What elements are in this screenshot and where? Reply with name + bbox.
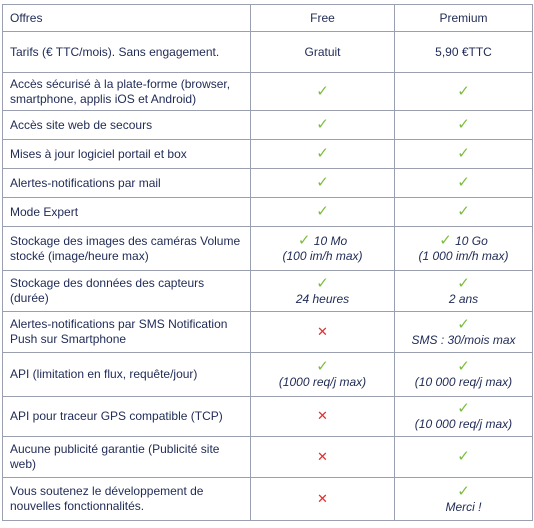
table-row <box>3 198 533 227</box>
table-header-row <box>3 5 533 32</box>
check-icon: ✓ <box>457 173 470 191</box>
table-row <box>3 271 533 312</box>
check-icon: ✓ <box>316 357 329 375</box>
free-cell <box>251 478 395 521</box>
premium-cell <box>395 353 533 397</box>
check-icon: ✓ <box>457 314 470 333</box>
row-label-sms-alerts: Alertes-notifications par SMS Notification Push sur Smartphone <box>3 312 251 353</box>
table-row <box>3 353 533 397</box>
premium-cell <box>395 478 533 521</box>
check-icon: ✓ <box>316 202 329 220</box>
row-label-mail-alerts: Alertes-notifications par mail <box>3 169 251 198</box>
cross-icon: ✕ <box>317 409 328 424</box>
check-icon: ✓ <box>457 447 470 465</box>
table-row <box>3 169 533 198</box>
check-icon: ✓ <box>316 144 329 162</box>
cross-icon: ✕ <box>317 324 328 340</box>
premium-sms-limit: SMS : 30/mois max <box>411 332 516 347</box>
premium-sensor-duration: 2 ans <box>448 291 479 306</box>
free-api-limit: (1000 req/j max) <box>278 375 367 389</box>
free-cell <box>251 353 395 397</box>
row-label-support: Vous soutenez le développement de nouvelles fonctionnalités. <box>3 478 251 521</box>
header-premium: Premium <box>395 5 533 32</box>
free-storage-rate: (100 im/h max) <box>282 249 363 263</box>
premium-cell <box>395 111 533 140</box>
premium-thanks: Merci ! <box>445 499 482 514</box>
offers-comparison-table <box>2 4 533 521</box>
check-icon: ✓ <box>457 357 470 375</box>
row-label-camera-storage: Stockage des images des caméras Volume stocké (image/heure max) <box>3 227 251 271</box>
free-cell <box>251 312 395 353</box>
free-cell <box>251 397 395 437</box>
table-row <box>3 312 533 353</box>
check-icon: ✓ <box>457 144 470 162</box>
check-icon: ✓ <box>316 115 329 133</box>
check-icon: ✓ <box>297 231 311 249</box>
header-free: Free <box>251 5 395 32</box>
premium-cell <box>395 271 533 312</box>
row-label-api: API (limitation en flux, requête/jour) <box>3 353 251 397</box>
premium-storage-volume: 10 Go <box>455 234 488 248</box>
cross-icon: ✕ <box>317 449 328 465</box>
table-row <box>3 32 533 73</box>
premium-cell <box>395 169 533 198</box>
free-cell <box>251 271 395 312</box>
free-cell <box>251 73 395 111</box>
check-icon: ✓ <box>316 173 329 191</box>
premium-cell <box>395 140 533 169</box>
check-icon: ✓ <box>457 81 470 100</box>
check-icon: ✓ <box>457 202 470 220</box>
premium-cell <box>395 198 533 227</box>
premium-gps-limit: (10 000 req/j max) <box>414 417 513 431</box>
premium-storage-rate: (1 000 im/h max) <box>418 249 509 263</box>
check-icon: ✓ <box>457 273 470 292</box>
row-label-sensor-storage: Stockage des données des capteurs (durée) <box>3 271 251 312</box>
premium-cell <box>395 437 533 478</box>
table-row <box>3 227 533 271</box>
table-row <box>3 73 533 111</box>
check-icon: ✓ <box>457 481 470 500</box>
row-label-updates: Mises à jour logiciel portail et box <box>3 140 251 169</box>
free-cell <box>251 169 395 198</box>
free-storage-volume: 10 Mo <box>313 234 348 248</box>
premium-price: 5,90 €TTC <box>395 32 533 73</box>
check-icon: ✓ <box>316 81 329 100</box>
check-icon: ✓ <box>457 115 470 133</box>
free-cell <box>251 227 395 271</box>
row-label-gps-api: API pour traceur GPS compatible (TCP) <box>3 397 251 437</box>
free-cell <box>251 198 395 227</box>
row-label-backup-site: Accès site web de secours <box>3 111 251 140</box>
table-row <box>3 140 533 169</box>
free-sensor-duration: 24 heures <box>295 291 350 306</box>
check-icon: ✓ <box>439 231 452 249</box>
premium-cell <box>395 312 533 353</box>
premium-cell <box>395 227 533 271</box>
premium-cell <box>395 73 533 111</box>
table-row <box>3 397 533 437</box>
check-icon: ✓ <box>457 399 470 417</box>
row-label-pricing: Tarifs (€ TTC/mois). Sans engagement. <box>3 32 251 73</box>
header-offers: Offres <box>3 5 251 32</box>
free-cell <box>251 140 395 169</box>
table-row <box>3 437 533 478</box>
table-row <box>3 111 533 140</box>
row-label-secure-access: Accès sécurisé à la plate-forme (browser, smartphone, applis iOS et Android) <box>3 73 251 111</box>
premium-cell <box>395 397 533 437</box>
row-label-expert-mode: Mode Expert <box>3 198 251 227</box>
check-icon: ✓ <box>316 273 329 292</box>
free-cell <box>251 111 395 140</box>
cross-icon: ✕ <box>317 491 328 507</box>
free-cell <box>251 437 395 478</box>
free-price: Gratuit <box>251 32 395 73</box>
premium-api-limit: (10 000 req/j max) <box>414 375 513 389</box>
table-row <box>3 478 533 521</box>
row-label-no-ads: Aucune publicité garantie (Publicité site web) <box>3 437 251 478</box>
